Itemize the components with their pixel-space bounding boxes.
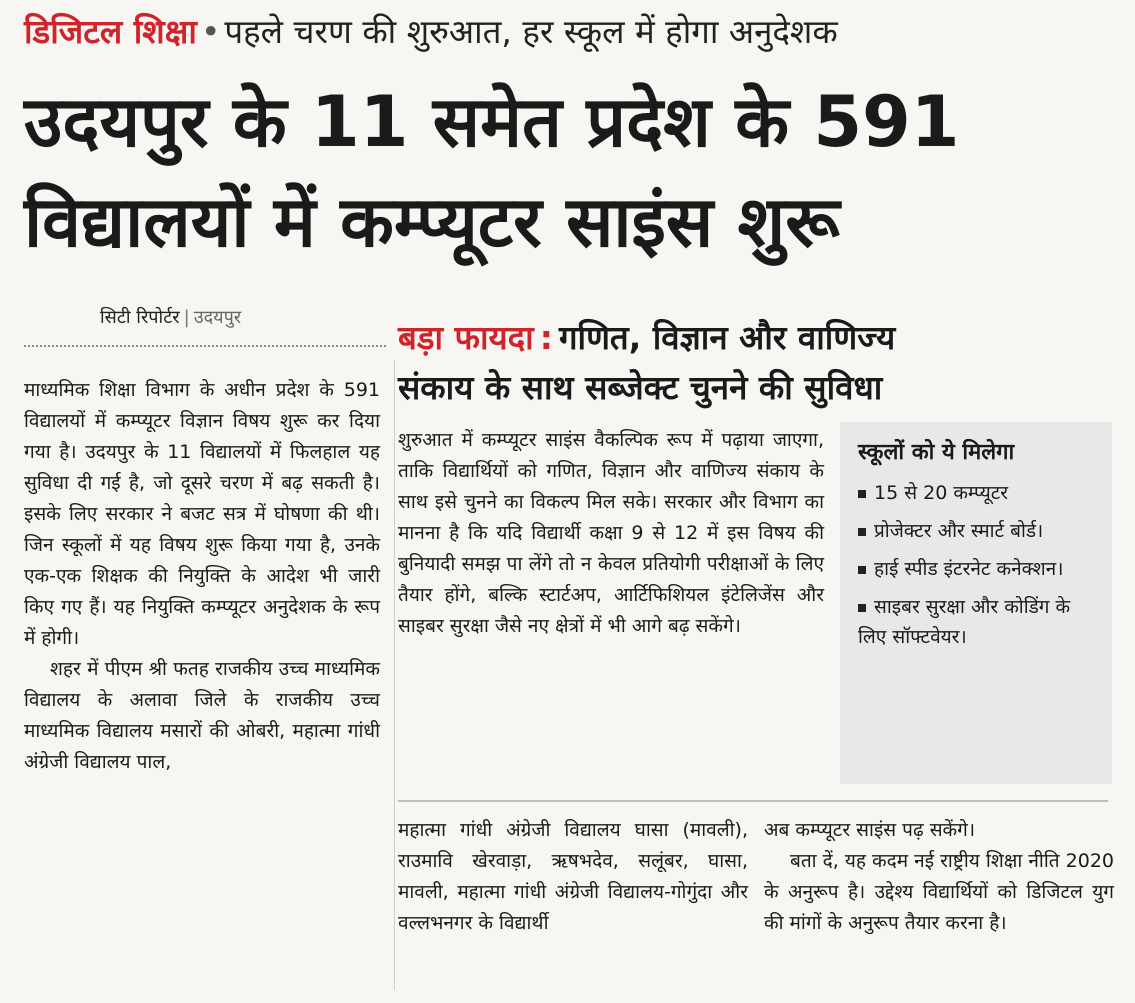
article-column-2-bottom xyxy=(398,815,748,939)
sidebar-item: प्रोजेक्टर और स्मार्ट बोर्ड। xyxy=(858,516,1094,546)
paragraph: बता दें, यह कदम नई राष्ट्रीय शिक्षा नीति 2020 के अनुरूप है। उद्देश्य विद्यार्थियों को डिजिटल युग की मांगों के अनुरूप तैयार करना है। xyxy=(764,850,1114,934)
kicker-subtitle: पहले चरण की शुरुआत, हर स्कूल में होगा अनुदेशक xyxy=(224,12,838,51)
horizontal-divider xyxy=(398,800,1108,802)
facts-sidebar-box xyxy=(840,422,1112,784)
headline xyxy=(24,72,1124,272)
article-column-1 xyxy=(24,375,380,778)
subheadline xyxy=(398,313,1120,413)
square-bullet-icon xyxy=(858,490,866,498)
headline-line-2: विद्यालयों में कम्प्यूटर साइंस शुरू xyxy=(24,181,840,263)
sidebar-item: हाई स्पीड इंटरनेट कनेक्शन। xyxy=(858,554,1094,584)
paragraph: अब कम्प्यूटर साइंस पढ़ सकेंगे। xyxy=(764,819,976,841)
square-bullet-icon xyxy=(858,528,866,536)
subhead-label: बड़ा फायदा xyxy=(398,318,534,357)
paragraph: शहर में पीएम श्री फतह राजकीय उच्च माध्यमिक विद्यालय के अलावा जिले के राजकीय उच्च माध्यमिक विद्यालय मसारों की ओबरी, महात्मा गांधी अंग्रेजी विद्यालय पाल, xyxy=(24,658,380,773)
subhead-line-1: गणित, विज्ञान और वाणिज्य xyxy=(558,318,896,357)
article-column-3 xyxy=(764,815,1114,939)
article-column-2-top xyxy=(398,425,824,642)
sidebar-item: साइबर सुरक्षा और कोडिंग के लिए सॉफ्टवेयर। xyxy=(858,596,1071,648)
byline-place: उदयपुर xyxy=(193,307,242,328)
bullet-dot-icon: • xyxy=(200,12,221,51)
square-bullet-icon xyxy=(858,566,866,574)
byline-reporter: सिटी रिपोर्टर xyxy=(100,307,180,328)
headline-line-1: उदयपुर के 11 समेत प्रदेश के 591 xyxy=(24,81,960,163)
sidebar-item: 15 से 20 कम्प्यूटर xyxy=(858,478,1094,508)
sidebar-title: स्कूलों को ये मिलेगा xyxy=(858,440,1015,465)
kicker-line xyxy=(24,6,1124,58)
paragraph: शुरुआत में कम्प्यूटर साइंस वैकल्पिक रूप में पढ़ाया जाएगा, ताकि विद्यार्थियों को गणित, विज्ञान और वाणिज्य संकाय के साथ इसे चुनने का विकल्प मिल सके। सरकार और विभाग का मानना है कि यदि विद्यार्थी कक्षा 9 से 12 में इस विषय की बुनियादी समझ पा लेंगे तो न केवल प्रतियोगी परीक्षाओं के लिए तैयार होंगे, बल्कि स्टार्टअप, आर्टिफिशियल इंटेलिजेंस और साइबर सुरक्षा जैसे नए क्षेत्रों में भी आगे बढ़ सकेंगे। xyxy=(398,429,824,637)
paragraph: माध्यमिक शिक्षा विभाग के अधीन प्रदेश के 591 विद्यालयों में कम्प्यूटर विज्ञान विषय शुरू कर दिया गया है। उदयपुर के 11 विद्यालयों में फिलहाल यह सुविधा दी गई है, जो दूसरे चरण में बढ़ सकती है। इसके लिए सरकार ने बजट सत्र में घोषणा की थी। जिन स्कूलों में यह विषय शुरू किया गया है, उनके एक-एक शिक्षक की नियुक्ति के आदेश भी जारी किए गए हैं। यह नियुक्ति कम्प्यूटर अनुदेशक के रूप में होगी। xyxy=(24,379,380,649)
paragraph: महात्मा गांधी अंग्रेजी विद्यालय घासा (मावली), राउमावि खेरवाड़ा, ऋषभदेव, सलूंबर, घासा, मावली, महात्मा गांधी अंग्रेजी विद्यालय-गोगुंदा और वल्लभनगर के विद्यार्थी xyxy=(398,819,748,934)
byline xyxy=(100,305,241,329)
kicker-tag: डिजिटल शिक्षा xyxy=(24,12,197,51)
column-divider xyxy=(394,360,395,990)
subhead-colon: : xyxy=(539,318,553,357)
square-bullet-icon xyxy=(858,604,866,612)
byline-separator: | xyxy=(183,307,190,328)
subhead-line-2: संकाय के साथ सब्जेक्ट चुनने की सुविधा xyxy=(398,368,883,407)
dotted-divider xyxy=(24,345,386,347)
